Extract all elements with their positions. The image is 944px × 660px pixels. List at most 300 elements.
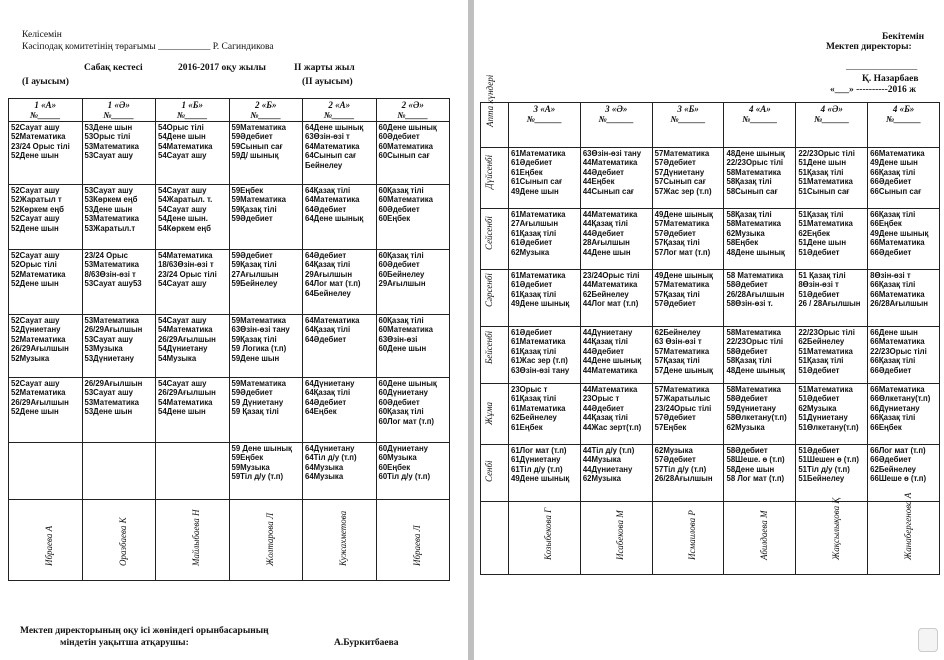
- lesson-entry: 66Математика: [870, 149, 925, 158]
- lesson-cell: [376, 315, 450, 378]
- lesson-entry: 60Әдебиет: [378, 132, 420, 142]
- lesson-entry: 64Лог мат (т.п): [305, 279, 361, 289]
- lesson-cell: [652, 148, 724, 209]
- lesson-entry: 60Музыка: [378, 453, 417, 463]
- lesson-cell: [82, 122, 156, 185]
- lesson-entry: 59Еңбек: [231, 186, 264, 195]
- lesson-entry: 60Қазақ тілі: [378, 186, 424, 195]
- lesson-entry: 26 / 28Ағылшын: [798, 299, 861, 309]
- lesson-entry: 59Қазақ тілі: [231, 260, 277, 270]
- lesson-entry: 51Әдебиет: [798, 365, 840, 375]
- lesson-entry: 23Орыс т: [511, 385, 548, 394]
- lesson-entry: 26/28Ағылшын: [654, 474, 713, 484]
- lesson-entry: 49Дене шынық: [511, 299, 570, 309]
- lesson-entry: 52Сауат ашу: [11, 186, 60, 195]
- class-name: 4 «Ә»: [820, 104, 843, 114]
- lesson-entry: 64Қазақ тілі: [305, 388, 351, 398]
- lesson-entry: 66Қазақ тілі: [870, 413, 916, 423]
- lesson-entry: 60Әдебиет: [378, 260, 420, 270]
- lesson-entry: 62Бейнелеу: [511, 413, 557, 423]
- number-line: №_____: [323, 110, 355, 120]
- lesson-entry: 64Әдебиет: [305, 251, 347, 260]
- lesson-entry: 66Қазақ тілі: [870, 167, 916, 177]
- lesson-entry: 44Математика: [582, 280, 638, 290]
- lesson-entry: 59 Дене шынық: [231, 444, 292, 453]
- lesson-entry: 62Бейнелеу: [870, 464, 917, 474]
- lesson-entry: 54Математика: [158, 325, 213, 335]
- class-header: [580, 103, 652, 148]
- lesson-entry: 66Әдебиет: [870, 247, 912, 257]
- lesson-entry: 66Әдебиет: [870, 365, 912, 375]
- lesson-entry: 54Математика: [158, 397, 213, 407]
- page-corner-icon: [918, 628, 938, 652]
- lesson-entry: 27Ағылшын: [511, 219, 559, 229]
- lesson-entry: 53Математика: [84, 141, 140, 151]
- lesson-entry: 28Ағылшын: [582, 238, 630, 248]
- lesson-entry: 52Көркем еңб: [11, 204, 64, 214]
- lesson-entry: 64Бейнелеу: [305, 288, 351, 298]
- class-name: 3 «А»: [533, 104, 556, 114]
- lesson-entry: 44Математика: [582, 210, 638, 219]
- teacher-cell: [82, 500, 156, 581]
- lesson-entry: 57Қазақ тілі: [654, 356, 700, 366]
- teacher-name: Исабекова М: [615, 509, 626, 560]
- lesson-entry: 66Сынып сағ: [870, 186, 922, 196]
- lesson-entry: 44Еңбек: [582, 177, 615, 187]
- lesson-entry: 52Математика: [11, 269, 66, 279]
- lesson-cell: [652, 384, 724, 445]
- lesson-entry: 57Дүниетану: [654, 167, 705, 177]
- teacher-row: [481, 502, 940, 575]
- lesson-cell: [82, 443, 156, 500]
- lesson-entry: 61Әдебиет: [511, 238, 553, 248]
- lesson-entry: 26/29Ағылшын: [84, 379, 143, 388]
- corner-cell: [481, 74, 509, 148]
- class-header: [82, 99, 156, 122]
- agree-label: Келісемін: [22, 30, 62, 40]
- lesson-entry: 53Көркем еңб: [84, 195, 138, 205]
- lesson-entry: 44Дүниетану: [582, 328, 633, 337]
- footer-role-2: міндетін уақытша атқарушы:: [60, 638, 189, 648]
- teacher-cell: [156, 500, 230, 581]
- number-line: №______: [742, 114, 778, 124]
- lesson-entry: 53Сауат ашу: [84, 151, 133, 161]
- number-line: №______: [814, 114, 850, 124]
- lesson-entry: 57Әдебиет: [654, 413, 696, 423]
- lesson-entry: 58Математика: [726, 385, 781, 394]
- lesson-cell: [796, 209, 868, 270]
- lesson-cell: [724, 209, 796, 270]
- school-year: 2016-2017 оқу жылы: [178, 63, 266, 73]
- lesson-entry: 54Дене шын: [158, 407, 206, 417]
- lesson-entry: Бейнелеу: [305, 160, 343, 170]
- lesson-cell: [868, 384, 940, 445]
- right-page: [474, 0, 944, 660]
- lesson-entry: 57Математика: [654, 346, 710, 356]
- lesson-entry: 61Математика: [511, 403, 566, 413]
- lesson-entry: 58Қазақ тілі: [726, 356, 772, 366]
- lesson-entry: 26/29Ағылшын: [11, 344, 69, 354]
- lesson-entry: 63Өзін-өзі: [378, 334, 418, 344]
- lesson-entry: 52Сауат ашу: [11, 123, 60, 132]
- lesson-cell: [376, 122, 450, 185]
- lesson-entry: 60Сынып сағ: [378, 151, 430, 161]
- lesson-entry: 52Дене шын: [11, 223, 59, 233]
- lesson-entry: 62Музыка: [798, 403, 837, 413]
- teacher-name: Жанабергенова А: [902, 492, 913, 560]
- number-line: №______: [598, 114, 634, 124]
- lesson-cell: [724, 148, 796, 209]
- lesson-entry: 59Әдебиет: [231, 214, 273, 224]
- lesson-cell: [156, 185, 230, 250]
- lesson-entry: 52Дене шын: [11, 407, 59, 417]
- lesson-entry: 61Математика: [511, 149, 566, 158]
- lesson-entry: 44Жас зерт(т.п): [582, 422, 642, 432]
- lesson-entry: 51Қазақ тілі: [798, 210, 844, 219]
- lesson-cell: [156, 250, 230, 315]
- lesson-entry: 51Математика: [798, 385, 853, 394]
- lesson-entry: 52Дене шын: [11, 279, 59, 289]
- class-header: [796, 103, 868, 148]
- lesson-entry: 29Ағылшын: [378, 279, 426, 289]
- teacher-name: Оразбаева К: [117, 516, 128, 566]
- lesson-cell: [796, 445, 868, 502]
- lesson-entry: 62Бейнелеу: [654, 328, 701, 337]
- lesson-cell: [652, 327, 724, 384]
- lesson-entry: 62Музыка: [726, 422, 765, 432]
- lesson-cell: [580, 445, 652, 502]
- lesson-entry: 22/23Орыс тілі: [798, 149, 855, 158]
- lesson-entry: 44Қазақ тілі: [582, 219, 628, 229]
- lesson-cell: [156, 378, 230, 443]
- lesson-cell: [229, 185, 303, 250]
- lesson-entry: 54Жаратыл. т.: [158, 195, 213, 205]
- lesson-entry: 61Жас зер (т.п): [511, 356, 568, 366]
- lesson-entry: 53Жаратыл.т: [84, 223, 136, 233]
- lesson-cell: [9, 378, 83, 443]
- lesson-entry: 54Сауат ашу: [158, 186, 207, 195]
- lesson-entry: 61Сынып сағ: [511, 177, 563, 187]
- lesson-entry: 57Математика: [654, 385, 710, 394]
- day-cell: [481, 327, 509, 384]
- director-name: Қ. Назарбаев: [862, 74, 919, 84]
- lesson-cell: [652, 270, 724, 327]
- lesson-entry: 44Қазақ тілі: [582, 413, 628, 423]
- lesson-entry: 64Музыка: [305, 472, 344, 482]
- lesson-cell: [509, 384, 581, 445]
- lesson-entry: 22/23Орыс тілі: [870, 346, 927, 356]
- shift-1: (I ауысым): [22, 77, 69, 87]
- lesson-entry: 57Математика: [654, 280, 710, 290]
- day-label: Жұма: [484, 401, 494, 425]
- lesson-entry: 64Әдебиет: [305, 334, 347, 344]
- teacher-cell: [796, 497, 868, 575]
- teacher-name: Исмаилова Р: [687, 509, 698, 560]
- lesson-entry: 59Математика: [231, 123, 287, 132]
- lesson-entry: 59 Дүниетану: [231, 397, 284, 407]
- lesson-entry: 8Өзін-өзі т: [870, 271, 911, 280]
- number-line: №______: [526, 114, 563, 124]
- lesson-entry: 54Сауат ашу: [158, 279, 207, 289]
- class-name: 4 «Б»: [892, 104, 915, 114]
- lesson-entry: 52Дүниетану: [11, 325, 61, 335]
- lesson-entry: 64Математика: [305, 316, 360, 325]
- lesson-cell: [724, 384, 796, 445]
- lesson-entry: 51 Қазақ тілі: [798, 271, 846, 280]
- teacher-name: Жолтарова Л: [264, 512, 275, 566]
- lesson-entry: 63Өзін-өзі тану: [511, 365, 570, 375]
- lesson-entry: 52Орыс тілі: [11, 260, 57, 270]
- lesson-entry: 58Әдебиет: [726, 394, 768, 404]
- lesson-entry: 23/24 Орыс тілі: [158, 269, 217, 279]
- lesson-entry: 63Өзін-өзі т: [305, 132, 350, 142]
- lesson-entry: 57Әдебиет: [654, 455, 696, 465]
- lesson-entry: 23/24 Орыс: [84, 251, 128, 260]
- lesson-entry: 27Ағылшын: [231, 269, 279, 279]
- teacher-cell: [868, 492, 940, 575]
- lesson-cell: [82, 378, 156, 443]
- lesson-entry: 66Шеше ө (т.п): [870, 474, 927, 484]
- lesson-entry: 52Музыка: [11, 353, 50, 363]
- lesson-entry: 58Қазақ тілі: [726, 177, 772, 187]
- lesson-cell: [9, 315, 83, 378]
- lesson-entry: 62Бейнелеу: [582, 289, 629, 299]
- lesson-entry: 23/24Орыс тілі: [582, 271, 640, 280]
- lesson-entry: 66Математика: [870, 385, 925, 394]
- lesson-entry: 53Музыка: [84, 344, 123, 354]
- lesson-entry: 59Еңбек: [231, 453, 264, 463]
- lesson-entry: 64Әдебиет: [305, 397, 347, 407]
- lesson-cell: [303, 250, 377, 315]
- lesson-entry: 60Қазақ тілі: [378, 251, 424, 260]
- lesson-entry: 44Дене шын: [582, 247, 631, 257]
- lesson-cell: [580, 327, 652, 384]
- approve-label: Бекітемін: [882, 32, 925, 42]
- lesson-entry: 54Сауат ашу: [158, 316, 207, 325]
- lesson-entry: 61Лог мат (т.п): [511, 446, 567, 455]
- lesson-entry: 60Еңбек: [378, 214, 411, 224]
- lesson-cell: [156, 122, 230, 185]
- lesson-entry: 64Дүниетану: [305, 444, 355, 453]
- class-name: 1 «Ә»: [107, 100, 130, 110]
- lesson-entry: 52Математика: [11, 132, 66, 142]
- schedule-row: [481, 445, 940, 502]
- teacher-cell: [724, 502, 796, 575]
- lesson-cell: [796, 384, 868, 445]
- lesson-entry: 48Дене шынық: [726, 149, 785, 158]
- lesson-entry: 26/28Ағылшын: [726, 289, 785, 299]
- teacher-cell: [376, 500, 450, 581]
- lesson-entry: 60Қазақ тілі: [378, 407, 424, 417]
- lesson-entry: 53Дене шын: [84, 204, 133, 214]
- schedule-row: [9, 315, 450, 378]
- approve-date: «___» ----------2016 ж: [830, 85, 917, 95]
- lesson-entry: 51Қазақ тілі: [798, 356, 844, 366]
- lesson-entry: 62Бейнелеу: [798, 337, 845, 347]
- lesson-entry: 61Әдебиет: [511, 328, 553, 337]
- lesson-entry: 59Сынып сағ: [231, 141, 283, 151]
- lesson-cell: [509, 270, 581, 327]
- lesson-entry: 58Өзін-өзі т.: [726, 299, 773, 309]
- teacher-name: Майлыбаева Н: [191, 509, 202, 566]
- lesson-entry: 52Сауат ашу: [11, 316, 60, 325]
- lesson-cell: [580, 148, 652, 209]
- lesson-entry: 64Қазақ тілі: [305, 186, 351, 195]
- lesson-entry: 57Қазақ тілі: [654, 238, 700, 248]
- lesson-entry: 59Дүниетану: [726, 403, 776, 413]
- lesson-entry: 26/28Ағылшын: [870, 299, 929, 309]
- lesson-entry: 8/63Өзін-өзі т: [84, 269, 136, 279]
- lesson-cell: [580, 384, 652, 445]
- teacher-cell: [303, 500, 377, 581]
- lesson-cell: [796, 327, 868, 384]
- number-line: №______: [885, 114, 922, 124]
- lesson-cell: [9, 185, 83, 250]
- schedule-row: [481, 148, 940, 209]
- lesson-entry: 64Математика: [305, 195, 360, 205]
- lesson-entry: 60Математика: [378, 195, 434, 205]
- lesson-entry: 49Дене шын: [870, 158, 918, 168]
- lesson-entry: 49Дене шынық: [654, 271, 713, 280]
- lesson-entry: 59 Логика (т.п): [231, 344, 287, 354]
- lesson-cell: [376, 250, 450, 315]
- footer-name: А.Буркитбаева: [334, 638, 399, 648]
- lesson-entry: 64Дене шынық: [305, 123, 364, 132]
- left-schedule-table: [8, 98, 450, 581]
- lesson-entry: 44Математика: [582, 365, 638, 375]
- lesson-entry: 57Жас зер (т.п): [654, 186, 712, 196]
- lesson-cell: [509, 445, 581, 502]
- schedule-row: [9, 443, 450, 500]
- teacher-name: Ибраева Л: [411, 524, 422, 566]
- lesson-cell: [229, 122, 303, 185]
- lesson-entry: 62Музыка: [654, 446, 693, 455]
- lesson-entry: 58Математика: [726, 328, 781, 337]
- class-name: 1 «Б»: [181, 100, 203, 110]
- lesson-cell: [868, 148, 940, 209]
- lesson-entry: 26/29Ағылшын: [158, 388, 216, 398]
- lesson-entry: 61Математика: [511, 337, 566, 347]
- number-line: №_____: [176, 110, 208, 120]
- lesson-entry: 66Қазақ тілі: [870, 356, 916, 366]
- lesson-entry: 44Музыка: [582, 455, 622, 465]
- lesson-entry: 59Қазақ тілі: [231, 204, 277, 214]
- lesson-entry: 54Дене шын.: [158, 214, 208, 224]
- lesson-entry: 59Бейнелеу: [231, 279, 278, 289]
- lesson-cell: [868, 270, 940, 327]
- lesson-entry: 44Әдебиет: [582, 167, 625, 177]
- lesson-entry: 60Математика: [378, 141, 434, 151]
- lesson-entry: 64Математика: [305, 141, 360, 151]
- lesson-entry: 51Дене шын: [798, 238, 847, 248]
- lesson-entry: 58 Математика: [726, 271, 784, 280]
- teacher-row: [9, 500, 450, 581]
- lesson-entry: 52Сауат ашу: [11, 379, 60, 388]
- lesson-entry: 53Орыс тілі: [84, 132, 131, 142]
- lesson-cell: [303, 122, 377, 185]
- schedule-row: [9, 122, 450, 185]
- lesson-entry: 53Дене шын: [84, 407, 133, 417]
- empty-cell: [481, 502, 509, 575]
- number-line: №_____: [103, 110, 135, 120]
- left-page: [0, 0, 468, 660]
- lesson-entry: 61Қазақ тілі: [511, 394, 557, 404]
- lesson-entry: 44Әдебиет: [582, 228, 625, 238]
- teacher-cell: [580, 502, 652, 575]
- lesson-cell: [868, 209, 940, 270]
- lesson-entry: 54Музыка: [158, 353, 197, 363]
- lesson-entry: 66Лог мат (т.п): [870, 446, 926, 455]
- lesson-cell: [82, 185, 156, 250]
- lesson-entry: 66Математика: [870, 238, 925, 248]
- lesson-entry: 53Сауат ашу: [84, 334, 133, 344]
- lesson-cell: [509, 148, 581, 209]
- lesson-entry: 57Әдебиет: [654, 158, 696, 168]
- lesson-entry: 66Еңбек: [870, 422, 902, 432]
- lesson-cell: [868, 327, 940, 384]
- teacher-name: Козыбекова Г: [543, 507, 554, 560]
- lesson-cell: [724, 327, 796, 384]
- class-header: [9, 99, 83, 122]
- class-name: 2 «А»: [328, 100, 351, 110]
- lesson-entry: 59Дене шын: [231, 353, 280, 363]
- lesson-entry: 61Дүниетану: [511, 455, 561, 465]
- lesson-entry: 58Математика: [726, 167, 781, 177]
- lesson-cell: [303, 443, 377, 500]
- lesson-entry: 57Математика: [654, 219, 710, 229]
- class-header: [652, 103, 724, 148]
- schedule-title: Сабақ кестесі: [84, 63, 143, 73]
- shift-2: (II ауысым): [302, 77, 353, 87]
- lesson-entry: 64Музыка: [305, 462, 344, 472]
- lesson-entry: 53Сауат ашу53: [84, 279, 142, 289]
- lesson-entry: 54Орыс тілі: [158, 123, 204, 132]
- header-row: [9, 99, 450, 122]
- lesson-entry: 51Өлкетану(т.п): [798, 422, 859, 432]
- day-label: Сейсенбі: [484, 215, 494, 250]
- lesson-entry: 51Тіл д/у (т.п): [798, 464, 850, 474]
- lesson-entry: 64Дүниетану: [305, 379, 355, 388]
- lesson-entry: 63Өзін-өзі тану: [231, 325, 290, 335]
- schedule-row: [481, 384, 940, 445]
- lesson-entry: 61Математика: [511, 210, 566, 219]
- lesson-cell: [82, 250, 156, 315]
- lesson-entry: 51Сынып сағ: [798, 186, 850, 196]
- lesson-cell: [724, 270, 796, 327]
- lesson-entry: 53Дене шын: [84, 123, 133, 132]
- class-name: 4 «А»: [749, 104, 771, 114]
- lesson-entry: 61Әдебиет: [511, 158, 553, 168]
- lesson-cell: [376, 443, 450, 500]
- day-label: Сенбі: [484, 460, 494, 482]
- teacher-name: Кужахметова: [338, 510, 349, 566]
- class-name: 3 «Б»: [677, 104, 699, 114]
- lesson-entry: 54Көркем еңб: [158, 223, 211, 233]
- teacher-cell: [9, 500, 83, 581]
- lesson-entry: 49Дене шынық: [511, 474, 570, 484]
- lesson-entry: 59Музыка: [231, 462, 270, 472]
- lesson-entry: 59Әдебиет: [231, 251, 273, 260]
- lesson-entry: 23Орыс т: [582, 394, 620, 404]
- lesson-entry: 44Лог мат (т.п): [582, 299, 639, 309]
- lesson-entry: 53Математика: [84, 260, 140, 270]
- lesson-entry: 58Әдебиет: [726, 446, 768, 455]
- lesson-entry: 53Сауат ашу: [84, 186, 133, 195]
- lesson-entry: 64Қазақ тілі: [305, 260, 351, 270]
- lesson-entry: 62Музыка: [582, 474, 622, 484]
- lesson-entry: 60Тіл д/у (т.п): [378, 472, 431, 482]
- lesson-entry: 22/23Орыс тілі: [798, 328, 855, 337]
